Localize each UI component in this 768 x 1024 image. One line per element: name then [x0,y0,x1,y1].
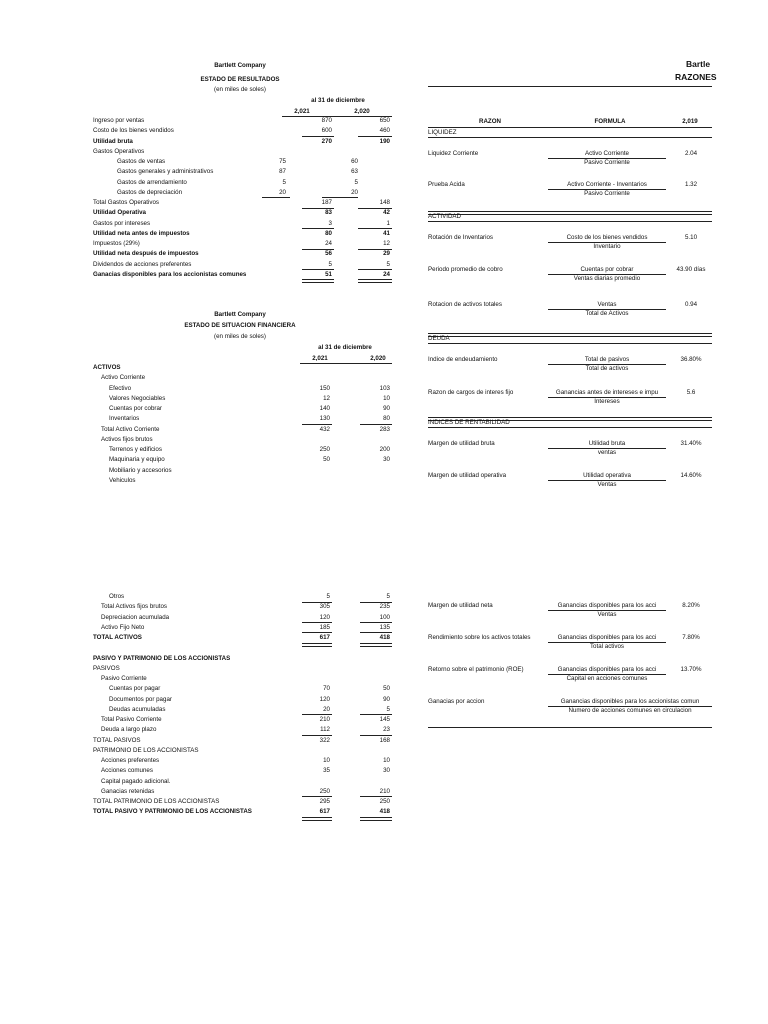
ratio-numerator: Ganancias antes de intereses e impu [555,389,659,396]
income-row-label: Ingreso por ventas [93,117,145,124]
income-row-detail-2: 5 [354,178,358,186]
income-row-label: Utilidad Operativa [93,209,146,217]
income-rule [358,279,392,283]
balance-row-value-2020: 90 [383,695,390,703]
ratios-header-year: 2,019 [682,118,698,125]
balance-row-value-2020: 200 [379,446,390,453]
ratio-denominator: Pasivo Corriente [584,159,630,166]
ratios-top-rule [428,86,712,87]
ratio-value: 13.70% [680,666,702,673]
ratio-name: Liquidez Corriente [428,150,479,157]
ratio-denominator: Intereses [594,398,620,405]
income-row-value-2021: 51 [325,270,332,278]
balance-row-label: Maquinaria y equipo [109,456,165,464]
balance-row-value-2020: 80 [383,415,390,423]
ratio-value: 36.80% [680,356,702,363]
income-row-value-2020: 190 [379,137,390,145]
balance-row-value-2020: 5 [386,593,390,600]
ratios-section-underline [428,427,712,428]
income-row-label: Gastos de ventas [117,158,166,165]
balance-row-label: Depreciacion acumulada [101,613,170,621]
balance-row-label: Activo Corriente [101,374,146,382]
ratio-value: 1.32 [684,181,698,188]
ratios-bottom-rule [428,727,712,728]
ratio-name: Ganacias por accion [428,698,485,705]
balance-row-label: PASIVOS [93,664,120,672]
balance-row-label: TOTAL ACTIVOS [93,634,142,641]
balance-row-value-2021: 617 [319,808,330,816]
income-row-detail-2: 63 [351,168,358,176]
balance-row-value-2021: 50 [323,456,330,464]
balance-row-value-2021: 250 [319,787,330,795]
balance-row-value-2020: 250 [379,798,390,805]
ratio-denominator: Inventario [593,243,621,250]
ratios-header-rule [428,127,712,128]
ratio-name: Rotación de Inventarios [428,234,494,241]
balance-row-label: Inventarios [109,415,140,423]
ratio-name: Margen de utilidad neta [428,602,493,609]
income-row-detail-2: 60 [351,158,358,165]
income-row-label: Ganacias disponibles para los accionistas comunes [93,270,247,278]
balance-row-value-2021: 305 [319,603,330,611]
income-row-label: Gastos generales y administrativos [117,168,214,176]
income-row-label: Utilidad neta antes de impuestos [93,229,190,237]
ratio-denominator: Total de Activos [585,310,629,317]
income-row-label: Gastos de depreciación [117,188,183,196]
income-title: ESTADO DE RESULTADOS [200,76,280,83]
balance-row-value-2020: 90 [383,405,390,412]
balance-row-label: PASIVO Y PATRIMONIO DE LOS ACCIONISTAS [93,654,231,662]
balance-row-value-2020: 103 [379,384,390,392]
ratio-name: Margen de utilidad operativa [428,472,507,479]
income-row-value-2020: 460 [379,127,390,135]
balance-row-value-2020: 418 [379,808,390,816]
balance-row-value-2021: 70 [323,685,330,693]
ratio-numerator: Activo Corriente [584,150,630,157]
balance-row-label: Activos fijos brutos [101,435,153,443]
income-row-label: Dividendos de acciones preferentes [93,260,192,268]
ratio-value: 0.94 [684,301,698,308]
balance-company: Bartlett Company [214,311,266,318]
ratio-denominator: Numero de acciones comunes en circulacion [568,707,692,714]
ratio-denominator: ventas [597,449,617,456]
ratios-section-label: INDICES DE RENTABILIDAD [428,419,510,426]
income-row-value-2021: 80 [325,229,332,237]
balance-row-value-2020: 30 [383,767,390,775]
income-row-detail-1: 75 [279,158,286,165]
ratio-name: Retorno sobre el patrimonio (ROE) [428,666,524,673]
ratios-section-underline [428,221,712,222]
balance-row-value-2020: 283 [379,425,390,433]
balance-row-value-2021: 120 [319,613,330,621]
balance-row-value-2020: 50 [383,685,390,693]
balance-row-label: Activo Fijo Neto [101,623,145,631]
ratios-section-label: LIQUIDEZ [428,129,457,136]
balance-row-label: Deudas acumuladas [109,705,166,713]
balance-row-value-2021: 322 [319,736,330,744]
balance-row-value-2021: 12 [323,394,330,402]
ratio-value: 5.6 [686,389,696,396]
ratio-denominator: Capital en acciones comunes [566,675,648,682]
income-row-label: Gastos Operativos [93,147,145,155]
balance-row-value-2021: 295 [319,798,330,805]
balance-row-value-2020: 30 [383,456,390,464]
ratio-numerator: Ventas [597,301,617,308]
ratio-value: 8.20% [682,602,700,609]
balance-row-label: Total Activo Corriente [101,425,160,433]
income-row-value-2021: 600 [321,127,332,135]
income-row-value-2020: 12 [383,240,390,247]
balance-row-label: Capital pagado adicional. [101,777,171,785]
balance-row-value-2021: 20 [323,705,330,713]
income-row-value-2021: 187 [321,199,332,206]
ratio-denominator: Total activos [589,643,625,650]
balance-row-label: Terrenos y edificios [109,446,162,453]
balance-row-value-2021: 210 [319,716,330,723]
balance-row-value-2021: 5 [326,593,330,600]
balance-rule [302,643,332,647]
balance-row-label: Cuentas por pagar [109,685,161,693]
balance-row-label: Valores Negociables [109,394,166,402]
balance-row-value-2021: 130 [319,415,330,423]
income-row-value-2020: 5 [386,260,390,268]
balance-row-value-2021: 617 [319,634,330,641]
income-row-value-2021: 24 [325,240,332,247]
balance-row-label: Cuentas por cobrar [109,405,162,412]
balance-row-value-2021: 140 [319,405,330,412]
income-row-value-2020: 148 [379,199,390,206]
balance-row-value-2020: 135 [379,623,390,631]
ratio-numerator: Ganancias disponibles para los accionistas comun [560,698,700,705]
ratio-denominator: Ventas [597,481,617,488]
balance-row-value-2020: 5 [386,705,390,713]
ratio-numerator: Costo de los bienes vendidos [566,234,648,241]
income-period: al 31 de diciembre [311,97,365,104]
balance-year-2: 2,020 [370,355,386,362]
ratios-section-rule [428,333,712,337]
ratio-numerator: Total de pasivos [584,356,630,363]
balance-units: (en miles de soles) [214,333,266,340]
balance-row-value-2020: 418 [379,634,390,641]
income-row-value-2020: 42 [383,209,390,217]
balance-row-value-2020: 10 [383,394,390,402]
balance-row-label: ACTIVOS [93,364,121,371]
income-row-detail-1: 5 [282,178,286,186]
balance-row-value-2020: 235 [379,603,390,611]
income-row-value-2021: 3 [328,219,332,227]
income-year-1: 2,021 [294,108,310,115]
balance-row-value-2020: 10 [383,757,390,764]
ratio-name: Razon de cargos de interes fijo [428,389,514,396]
income-row-value-2020: 1 [386,219,390,227]
income-detail-rule [262,197,290,198]
income-rule [302,279,334,283]
income-row-label: Costo de los bienes vendidos [93,127,174,135]
income-row-label: Utilidad neta después de impuestos [93,250,199,258]
income-row-detail-1: 87 [279,168,286,176]
balance-row-label: Acciones comunes [101,767,153,775]
balance-row-label: PATRIMONIO DE LOS ACCIONISTAS [93,746,199,754]
balance-year-1: 2,021 [312,355,328,362]
balance-row-label: Ganacias retenidas [101,787,155,795]
ratio-value: 43.90 días [676,266,706,273]
balance-header-rule [300,363,392,364]
balance-rule [302,817,332,821]
balance-row-value-2020: 168 [379,736,390,744]
income-row-value-2020: 24 [383,270,390,278]
balance-row-value-2021: 35 [323,767,330,775]
balance-row-value-2021: 10 [323,757,330,764]
balance-row-label: Otros [109,593,125,600]
income-row-value-2020: 41 [383,229,390,237]
income-row-value-2021: 56 [325,250,332,258]
ratio-numerator: Ganancias disponibles para los acci [557,602,657,609]
ratios-header-formula: FORMULA [594,118,626,125]
ratio-numerator: Utilidad bruta [588,440,626,447]
balance-row-label: Total Pasivo Corriente [101,716,162,723]
balance-row-value-2021: 150 [319,384,330,392]
balance-row-label: Documentos por pagar [109,695,172,703]
ratios-section-underline [428,343,712,344]
income-company: Bartlett Company [214,62,266,69]
balance-row-value-2021: 120 [319,695,330,703]
ratios-title: RAZONES [675,72,717,82]
balance-row-value-2020: 23 [383,726,390,734]
ratio-denominator: Total de activos [585,365,629,372]
ratio-numerator: Ganancias disponibles para los acci [557,634,657,641]
income-row-label: Gastos de arrendamiento [117,178,187,186]
ratio-value: 2.04 [684,150,698,157]
income-row-value-2020: 29 [383,250,390,258]
ratio-numerator: Cuentas por cobrar [580,266,634,273]
ratios-company: Bartle [686,59,711,69]
ratio-name: Indice de endeudamiento [428,356,498,363]
balance-row-label: TOTAL PASIVOS [93,736,141,744]
ratio-value: 7.80% [682,634,700,641]
income-row-label: Utilidad bruta [93,137,133,145]
income-row-label: Gastos por intereses [93,219,151,227]
balance-period: al 31 de diciembre [318,344,372,351]
balance-row-value-2021: 185 [319,623,330,631]
income-row-value-2021: 83 [325,209,332,217]
balance-row-label: Total Activos fijos brutos [101,603,168,611]
ratio-denominator: Ventas diarias promedio [573,275,641,282]
balance-row-label: Efectivo [109,384,132,392]
ratio-name: Rendimiento sobre los activos totales [428,634,531,641]
balance-row-value-2021: 250 [319,446,330,453]
balance-rule [360,817,392,821]
ratio-name: Prueba Acida [428,181,465,188]
ratios-section-label: ACTIVIDAD [428,213,462,220]
income-year-2: 2,020 [354,108,370,115]
balance-row-label: Mobiliario y accesorios [109,466,172,474]
ratio-name: Rotacion de activos totales [428,301,502,308]
ratio-name: Periodo promedio de cobro [428,266,503,273]
balance-row-value-2020: 210 [379,787,390,795]
balance-row-value-2020: 145 [379,716,390,723]
ratios-section-rule [428,211,712,215]
income-row-value-2021: 5 [328,260,332,268]
balance-row-value-2020: 100 [379,613,390,621]
ratio-value: 31.40% [680,440,702,447]
ratio-denominator: Pasivo Corriente [584,190,630,197]
income-row-value-2021: 270 [321,137,332,145]
ratios-section-label: DEUDA [428,335,450,342]
balance-title: ESTADO DE SITUACION FINANCIERA [184,322,296,329]
ratio-value: 5.10 [684,234,698,241]
balance-row-label: TOTAL PASIVO Y PATRIMONIO DE LOS ACCIONISTAS [93,808,252,816]
ratio-denominator: Ventas [597,611,617,618]
income-row-detail-1: 20 [279,188,286,196]
income-row-label: Impuestos (29%) [93,240,140,247]
ratios-header-razon: RAZON [479,118,501,125]
balance-row-value-2021: 112 [320,726,330,734]
ratio-numerator: Ganancias disponibles para los acci [557,666,657,673]
balance-row-value-2021: 432 [319,425,330,433]
ratio-numerator: Activo Corriente - Inventarios [567,181,647,188]
ratio-value: 14.60% [680,472,702,479]
income-row-value-2021: 870 [321,117,332,124]
income-row-value-2020: 650 [379,117,390,124]
balance-row-label: Acciones preferentes [101,757,160,764]
balance-row-label: TOTAL PATRIMONIO DE LOS ACCIONISTAS [93,798,220,805]
balance-row-label: Vehiculos [109,476,136,484]
income-units: (en miles de soles) [214,86,266,93]
ratio-numerator: Utilidad operativa [583,472,631,479]
income-row-detail-2: 20 [351,188,358,196]
ratios-section-underline [428,137,712,138]
ratio-name: Margen de utilidad bruta [428,440,495,447]
balance-rule [360,643,392,647]
balance-row-label: Deuda a largo plazo [101,726,157,734]
income-row-label: Total Gastos Operativos [93,199,160,206]
balance-row-label: Pasivo Corriente [101,675,147,682]
